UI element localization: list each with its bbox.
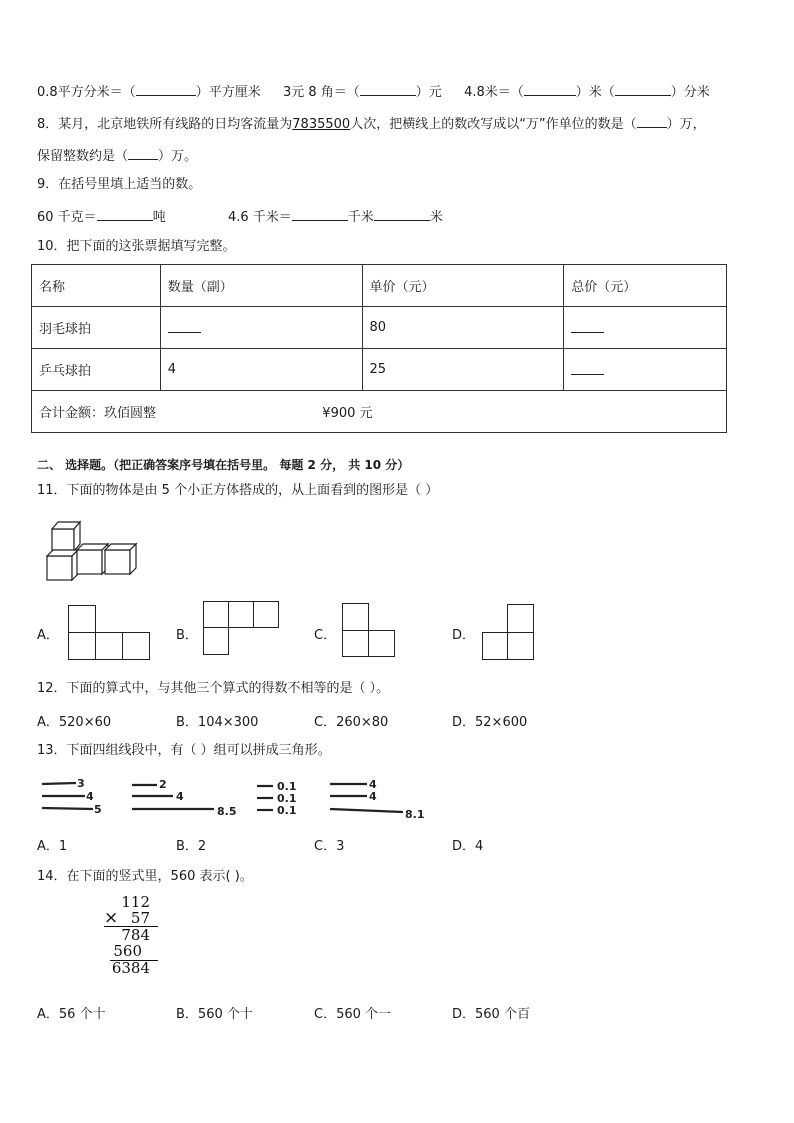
option-b[interactable]: B．560 个十 bbox=[176, 1007, 253, 1022]
option-a[interactable]: A．56 个十 bbox=[37, 1007, 106, 1022]
option-b[interactable]: B．2 bbox=[176, 839, 207, 854]
option-b[interactable]: B．104×300 bbox=[176, 715, 259, 730]
segment-label: 4 bbox=[86, 790, 94, 803]
option-b-figure bbox=[203, 601, 287, 657]
item-name: 乒乓球拍 bbox=[32, 349, 161, 391]
answer-blank[interactable] bbox=[524, 82, 576, 96]
option-a[interactable]: A．1 bbox=[37, 839, 68, 854]
answer-blank[interactable] bbox=[292, 207, 348, 221]
qty-cell: 4 bbox=[160, 349, 362, 391]
table-total-row bbox=[32, 391, 727, 433]
calc-partial1: 784 bbox=[121, 926, 150, 944]
table-header-row bbox=[32, 265, 727, 307]
header-cell: 总价（元） bbox=[564, 265, 727, 307]
receipt-table bbox=[31, 264, 727, 433]
vertical-multiplication bbox=[100, 893, 170, 981]
total-label: 合计金额：玖佰圆整 bbox=[39, 406, 157, 421]
segment-label: 8.1 bbox=[405, 808, 425, 821]
option-d[interactable]: D．560 个百 bbox=[452, 1007, 530, 1022]
q9-a-prefix: 60 千克＝ bbox=[37, 210, 97, 225]
header-cell: 单价（元） bbox=[362, 265, 564, 307]
table-row bbox=[32, 349, 727, 391]
q14-title: 14．在下面的竖式里，560 表示( )。 bbox=[37, 869, 253, 884]
table-row bbox=[32, 307, 727, 349]
part3-suffix: ）分米 bbox=[670, 85, 710, 100]
part3-middle: ）米（ bbox=[575, 85, 615, 100]
segment-label: 4 bbox=[369, 778, 377, 791]
multiply-sign: × bbox=[104, 908, 119, 928]
q12-title: 12．下面的算式中，与其他三个算式的得数不相等的是（ ）。 bbox=[37, 681, 390, 696]
option-a-figure bbox=[68, 605, 152, 661]
calc-partial2: 560 bbox=[113, 942, 142, 960]
option-c[interactable]: C．260×80 bbox=[314, 715, 389, 730]
answer-blank[interactable] bbox=[168, 319, 201, 333]
part2-prefix: 3元 8 角＝（ bbox=[282, 85, 360, 100]
segment-label: 8.5 bbox=[217, 805, 237, 818]
q9-b-prefix: 4.6 千米＝ bbox=[227, 210, 292, 225]
cube-stack-figure bbox=[44, 519, 144, 583]
option-a[interactable]: A． bbox=[37, 628, 59, 643]
header-cell: 数量（副） bbox=[160, 265, 362, 307]
part1-prefix: 0.8平方分米＝（ bbox=[37, 85, 136, 100]
option-a[interactable]: A．520×60 bbox=[37, 715, 112, 730]
total-value: ¥900 元 bbox=[322, 406, 373, 421]
q8-line2-suffix: ）万。 bbox=[158, 149, 198, 164]
q8-suffix: ）万， bbox=[666, 117, 706, 132]
calc-result: 6384 bbox=[111, 959, 150, 977]
segment-label: 4 bbox=[369, 790, 377, 803]
answer-blank[interactable] bbox=[571, 319, 604, 333]
total-cell bbox=[564, 307, 727, 349]
total-cell bbox=[564, 349, 727, 391]
q9-a-suffix: 吨 bbox=[152, 210, 166, 225]
option-b[interactable]: B． bbox=[176, 628, 198, 643]
segment-label: 0.1 bbox=[277, 780, 297, 793]
header-cell: 名称 bbox=[32, 265, 161, 307]
segments-figure bbox=[37, 774, 437, 824]
option-c[interactable]: C．3 bbox=[314, 839, 345, 854]
option-d-figure bbox=[482, 604, 538, 662]
option-d[interactable]: D． bbox=[452, 628, 476, 643]
q9-b-suffix: 米 bbox=[429, 210, 443, 225]
option-d[interactable]: D．52×600 bbox=[452, 715, 528, 730]
q8-middle: 人次，把横线上的数改写成以“万”作单位的数是（ bbox=[350, 117, 637, 132]
q9-items bbox=[37, 207, 443, 227]
q8-line2 bbox=[37, 146, 197, 166]
calc-second: 57 bbox=[130, 909, 150, 927]
calc-top: 112 bbox=[121, 893, 150, 911]
answer-blank[interactable] bbox=[637, 114, 667, 128]
q11-title: 11．下面的物体是由 5 个小正方体搭成的，从上面看到的图形是（ ） bbox=[37, 483, 439, 498]
option-d[interactable]: D．4 bbox=[452, 839, 484, 854]
q8-line2-prefix: 保留整数约是（ bbox=[37, 149, 129, 164]
option-c-figure bbox=[342, 603, 398, 659]
item-name: 羽毛球拍 bbox=[32, 307, 161, 349]
q9-title: 9．在括号里填上适当的数。 bbox=[37, 177, 202, 192]
unit-conversion-line bbox=[37, 82, 710, 102]
answer-blank[interactable] bbox=[97, 207, 153, 221]
segment-label: 0.1 bbox=[277, 792, 297, 805]
price-cell: 80 bbox=[362, 307, 564, 349]
qty-cell bbox=[160, 307, 362, 349]
segment-label: 2 bbox=[159, 778, 167, 791]
part1-suffix: ）平方厘米 bbox=[195, 85, 261, 100]
answer-blank[interactable] bbox=[374, 207, 430, 221]
segment-label: 4 bbox=[176, 790, 184, 803]
q8-prefix: 8．某月，北京地铁所有线路的日均客流量为 bbox=[37, 117, 293, 132]
price-cell: 25 bbox=[362, 349, 564, 391]
q13-title: 13．下面四组线段中，有（ ）组可以拼成三角形。 bbox=[37, 743, 331, 758]
segment-label: 5 bbox=[94, 803, 102, 816]
answer-blank[interactable] bbox=[136, 82, 196, 96]
q8-number: 7835500 bbox=[292, 117, 351, 132]
section-heading: 二、 选择题。（把正确答案序号填在括号里。 每题 2 分， 共 10 分） bbox=[37, 458, 410, 472]
q8-line1 bbox=[37, 114, 706, 134]
part3-prefix: 4.8米＝（ bbox=[464, 85, 524, 100]
answer-blank[interactable] bbox=[360, 82, 416, 96]
q10-title: 10．把下面的这张票据填写完整。 bbox=[37, 239, 236, 254]
segment-label: 3 bbox=[77, 777, 85, 790]
answer-blank[interactable] bbox=[128, 146, 158, 160]
answer-blank[interactable] bbox=[571, 361, 604, 375]
answer-blank[interactable] bbox=[615, 82, 671, 96]
option-c[interactable]: C． bbox=[314, 628, 337, 643]
q9-b-middle: 千米 bbox=[347, 210, 374, 225]
segment-label: 0.1 bbox=[277, 804, 297, 817]
part2-suffix: ）元 bbox=[415, 85, 442, 100]
option-c[interactable]: C．560 个一 bbox=[314, 1007, 392, 1022]
